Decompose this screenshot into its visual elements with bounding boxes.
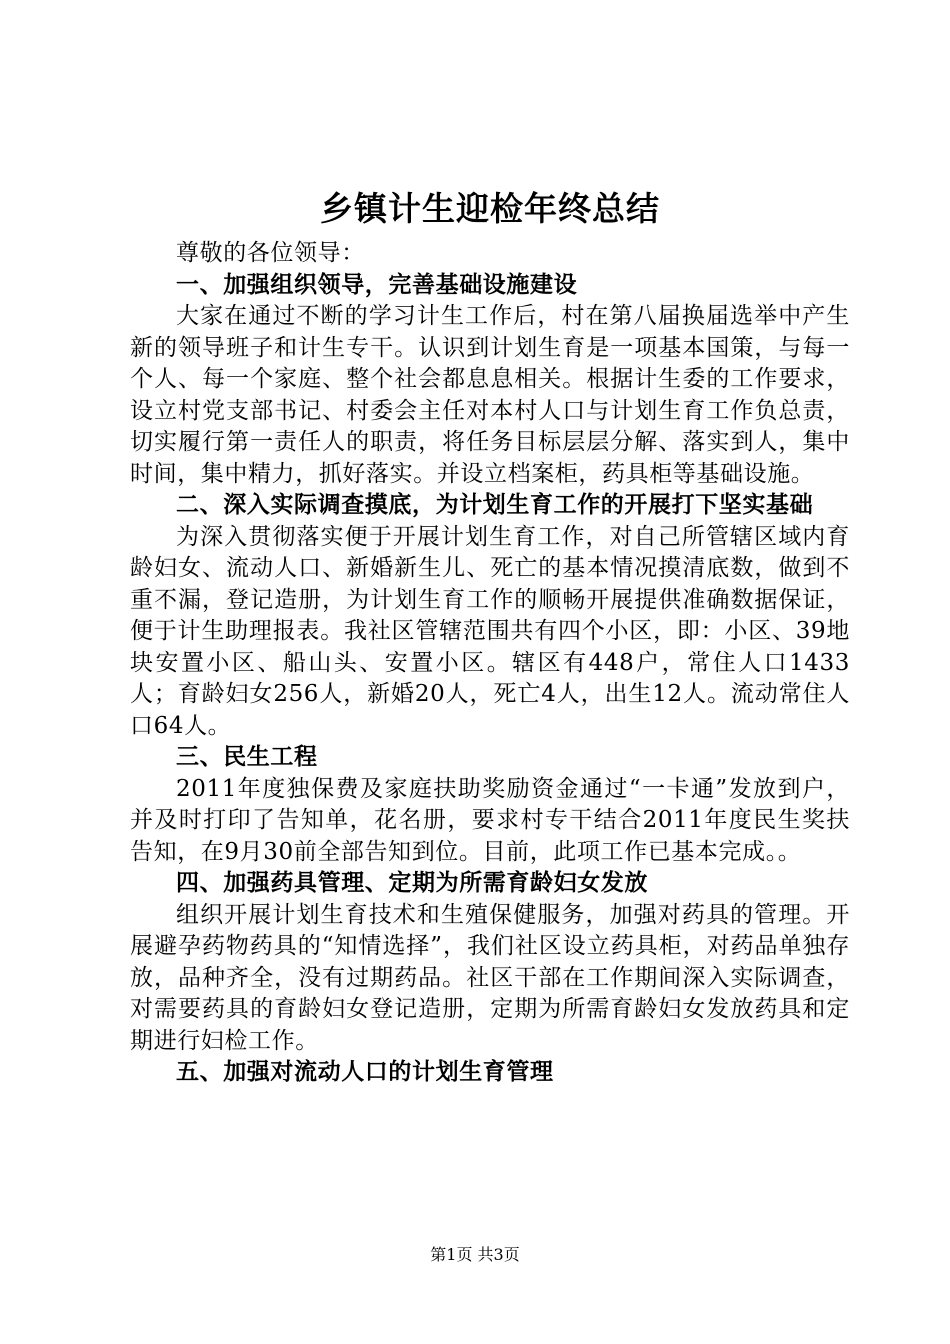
salutation: 尊敬的各位领导： <box>176 240 365 266</box>
section-heading-3: 三、民生工程 <box>176 744 318 770</box>
document-title: 乡镇计生迎检年终总结 <box>320 189 660 228</box>
section-body-3: 2011年度独保费及家庭扶助奖励资金通过“一卡通”发放到户，并及时打印了告知单，花名册，要求村专干结合2011年度民生奖扶告知，在9月30前全部告知到位。目前，此项工作已基本完成。。 <box>130 775 850 865</box>
section-body-4: 组织开展计划生育技术和生殖保健服务，加强对药具的管理。开展避孕药物药具的“知情选择”，我们社区设立药具柜，对药品单独存放，品种齐全，没有过期药品。社区干部在工作期间深入实际调查，对需要药具的育龄妇女登记造册，定期为所需育龄妇女发放药具和定期进行妇检工作。 <box>130 901 850 1054</box>
section-heading-5: 五、加强对流动人口的计划生育管理 <box>176 1059 554 1085</box>
page-footer: 第1页 共3页 <box>430 1245 520 1264</box>
section-heading-1: 一、加强组织领导，完善基础设施建设 <box>176 271 578 298</box>
section-body-2: 为深入贯彻落实便于开展计划生育工作，对自己所管辖区域内育龄妇女、流动人口、新婚新生儿、死亡的基本情况摸清底数，做到不重不漏，登记造册，为计划生育工作的顺畅开展提供准确数据保证，便于计生助理报表。我社区管辖范围共有四个小区，即：小区、39地块安置小区、船山头、安置小区。辖区有448户，常住人口1433人；育龄妇女256人，新婚20人，死亡4人，出生12人。流动常住人口64人。 <box>130 523 850 739</box>
section-body-1: 大家在通过不断的学习计生工作后，村在第八届换届选举中产生新的领导班子和计生专干。认识到计划生育是一项基本国策，与每一个人、每一个家庭、整个社会都息息相关。根据计生委的工作要求，设立村党支部书记、村委会主任对本村人口与计划生育工作负总责，切实履行第一责任人的职责，将任务目标层层分解、落实到人，集中时间，集中精力，抓好落实。并设立档案柜，药具柜等基础设施。 <box>130 303 850 487</box>
section-heading-4: 四、加强药具管理、定期为所需育龄妇女发放 <box>176 870 648 896</box>
section-heading-2: 二、深入实际调查摸底，为计划生育工作的开展打下坚实基础 <box>176 492 814 518</box>
document-page <box>130 180 850 1089</box>
